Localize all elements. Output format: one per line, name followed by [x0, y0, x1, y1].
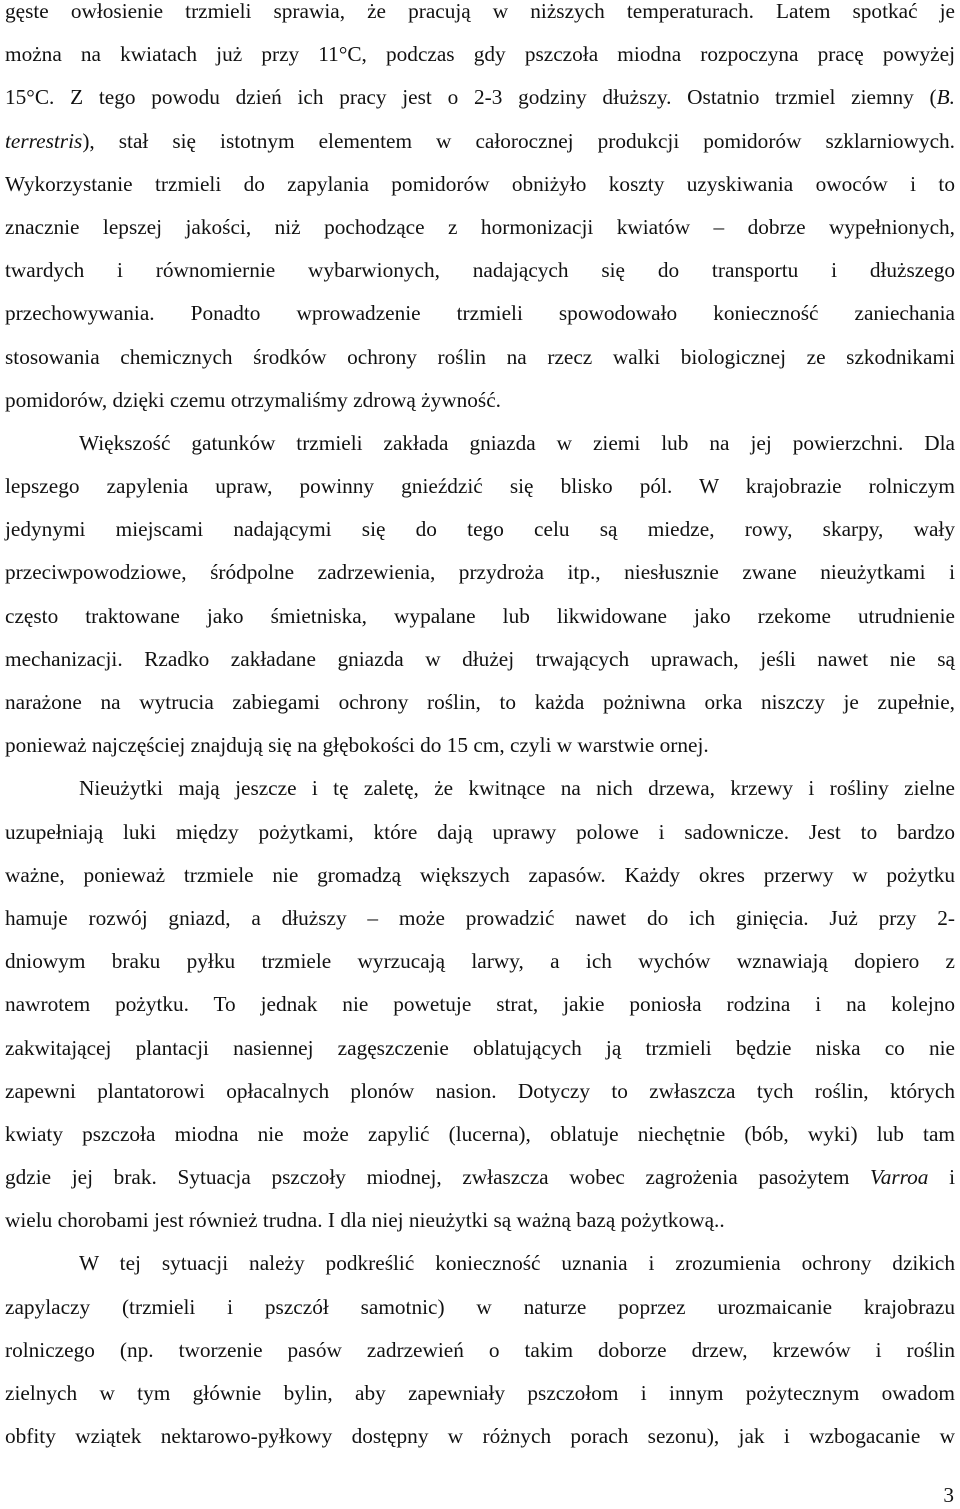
- text-line: Wykorzystanie trzmieli do zapylania pomidorów obniżyło koszty uzyskiwania owoców i to: [5, 171, 955, 196]
- text-line: Większość gatunków trzmieli zakłada gniazda w ziemi lub na jej powierzchni. Dla: [79, 430, 955, 455]
- italic-term: terrestris: [5, 128, 83, 153]
- text-line: Nieużytki mają jeszcze i tę zaletę, że kwitnące na nich drzewa, krzewy i rośliny zielne: [79, 776, 955, 801]
- page-number: 3: [943, 1483, 954, 1507]
- text-line: twardych i równomiernie wybarwionych, nadających się do transportu i dłuższego: [5, 258, 955, 283]
- text-line: często traktowane jako śmietniska, wypalane lub likwidowane jako rzekome utrudnienie: [5, 603, 955, 628]
- text-line: obfity wziątek nektarowo-pyłkowy dostępny w różnych porach sezonu), jak i wzbogacanie w: [5, 1424, 955, 1449]
- text-line: jedynymi miejscami nadającymi się do tego celu są miedze, rowy, skarpy, wały: [5, 517, 955, 542]
- text-line: zapylaczy (trzmieli i pszczół samotnic) w naturze poprzez urozmaicanie krajobrazu: [5, 1294, 955, 1319]
- text-line: zielnych w tym głównie bylin, aby zapewniały pszczołom i innym pożytecznym owadom: [5, 1381, 955, 1405]
- text-line: terrestris), stał się istotnym elementem w całorocznej produkcji pomidorów szklarniowych.: [5, 128, 955, 153]
- text-line: uzupełniają luki między pożytkami, które dają uprawy polowe i sadownicze. Jest to bardzo: [5, 819, 955, 844]
- text-line: wielu chorobami jest również trudna. I dla niej nieużytki są ważną bazą pożytkową..: [5, 1208, 725, 1233]
- text-line: ważne, ponieważ trzmiele nie gromadzą większych zapasów. Każdy okres przerwy w pożytku: [5, 862, 955, 887]
- text-line: przechowywania. Ponadto wprowadzenie trzmieli spowodowało konieczność zaniechania: [5, 301, 955, 326]
- text-line: znacznie lepszej jakości, niż pochodzące z hormonizacji kwiatów – dobrze wypełnionych,: [5, 214, 955, 239]
- document-page: [5, 0, 955, 1458]
- text-line: gdzie jej brak. Sytuacja pszczoły miodnej, zwłaszcza wobec zagrożenia pasożytem Varroa i: [5, 1165, 955, 1190]
- paragraph-4: [5, 1242, 955, 1458]
- text-line: mechanizacji. Rzadko zakładane gniazda w dłużej trwających uprawach, jeśli nawet nie są: [5, 646, 955, 671]
- text-line: zapewni plantatorowi opłacalnych plonów nasion. Dotyczy to zwłaszcza tych roślin, których: [5, 1078, 955, 1103]
- text-line: narażone na wytrucia zabiegami ochrony roślin, to każda pożniwna orka niszczy je zupełnie,: [5, 690, 955, 714]
- paragraph-1: [5, 0, 955, 422]
- text-line: dniowym braku pyłku trzmiele wyrzucają larwy, a ich wychów wznawiają dopiero z: [5, 949, 955, 974]
- text-line: nawrotem pożytku. To jednak nie powetuje strat, jakie poniosła rodzina i na kolejno: [5, 992, 955, 1017]
- italic-term: Varroa: [870, 1165, 929, 1190]
- text-line: 15°C. Z tego powodu dzień ich pracy jest o 2-3 godziny dłuższy. Ostatnio trzmiel ziemny (B.: [5, 85, 955, 110]
- text-line: hamuje rozwój gniazd, a dłuższy – może prowadzić nawet do ich ginięcia. Już przy 2-: [5, 905, 955, 930]
- paragraph-2: [5, 422, 955, 768]
- text-line: pomidorów, dzięki czemu otrzymaliśmy zdrową żywność.: [5, 387, 501, 412]
- text-line: lepszego zapylenia upraw, powinny gnieździć się blisko pól. W krajobrazie rolniczym: [5, 474, 955, 499]
- text-line: kwiaty pszczoła miodna nie może zapylić (lucerna), oblatuje niechętnie (bób, wyki) lub tam: [5, 1121, 955, 1146]
- text-line: rolniczego (np. tworzenie pasów zadrzewień o takim doborze drzew, krzewów i roślin: [5, 1337, 955, 1362]
- text-line: ponieważ najczęściej znajdują się na głębokości do 15 cm, czyli w warstwie ornej.: [5, 733, 709, 758]
- text-line: zakwitającej plantacji nasiennej zagęszczenie oblatujących ją trzmieli będzie niska co nie: [5, 1035, 955, 1060]
- italic-term: B.: [936, 85, 955, 110]
- text-line: stosowania chemicznych środków ochrony roślin na rzecz walki biologicznej ze szkodnikami: [5, 344, 955, 369]
- text-line: gęste owłosienie trzmieli sprawia, że pracują w niższych temperaturach. Latem spotkać je: [5, 0, 955, 23]
- text-line: przeciwpowodziowe, śródpolne zadrzewienia, przydroża itp., niesłusznie zwane nieużytkami i: [5, 560, 955, 585]
- paragraph-3: [5, 767, 955, 1242]
- text-line: W tej sytuacji należy podkreślić konieczność uznania i zrozumienia ochrony dzikich: [79, 1251, 955, 1276]
- text-line: można na kwiatach już przy 11°C, podczas gdy pszczoła miodna rozpoczyna pracę powyżej: [5, 42, 955, 67]
